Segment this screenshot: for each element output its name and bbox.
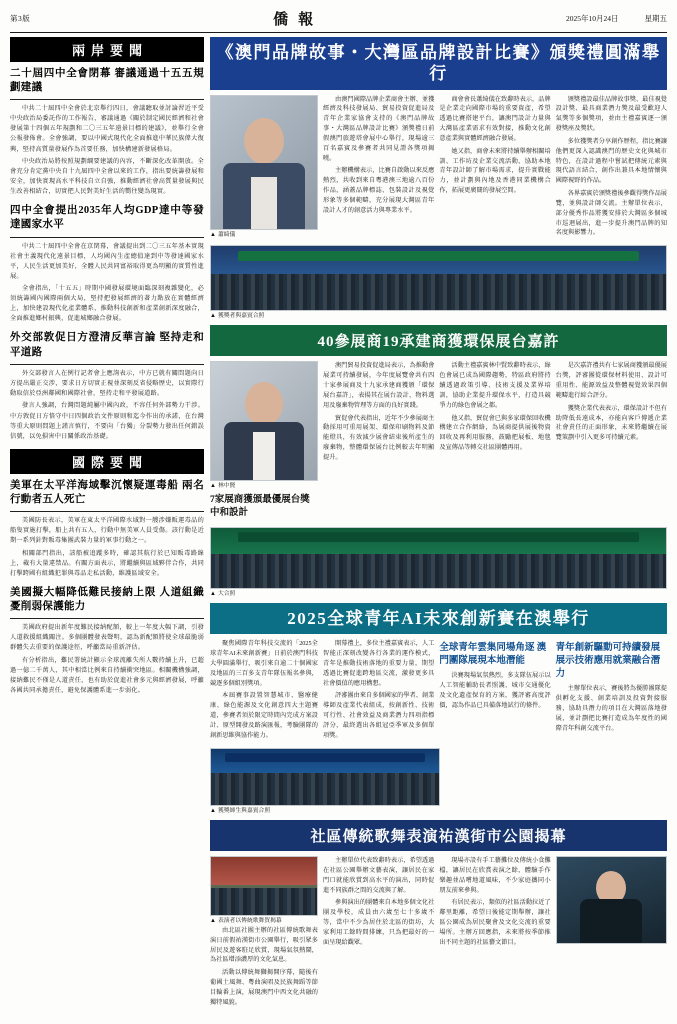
left-column xyxy=(10,37,204,1022)
paragraph: 主辦單位表示，賽後將為優勝團隊提供孵化支援、創業培訓及投資對接服務，協助具潛力的項目在大灣區落地發展，並計劃把比賽打造成為年度性的國際青年科創交流平台。 xyxy=(555,684,667,732)
article-title: 二十屆四中全會閉幕 審議通過十五五規劃建議 xyxy=(10,68,204,94)
divider xyxy=(10,618,204,619)
article-cross-strait-3 xyxy=(10,331,204,441)
paragraph: 本屆賽事設置智慧城市、醫療健康、綠色能源及文化創意四大主題賽道，參賽者須於限定時間內完成方案設計、原型開發及路演匯報，考驗團隊的創新思維與協作能力。 xyxy=(210,692,318,740)
paragraph: 有分析指出，難民署統計顯示全球流離失所人數持續上升，已超過一億二千萬人，其中相當比例來自持續衝突地區。相關機構強調，接納難民不僅是人道責任，也有助於促進社會多元與經濟發展，呼籲各國共同承擔責任，避免保護體系進一步弱化。 xyxy=(10,656,204,694)
newspaper-title: 僑報 xyxy=(273,12,324,28)
paragraph: 決賽現場氣氛熱烈，多支隊伍展示以人工智能輔助長者照護、城市交通優化及文化遺產保育的方案，獲評審高度評價，認為作品已具備落地試行的條件。 xyxy=(439,672,551,709)
article4-col-3 xyxy=(439,856,550,1010)
photo-portrait-lam xyxy=(210,361,318,481)
article-title: 美軍在太平洋海域擊沉懷疑運毒船 兩名行動者五人死亡 xyxy=(10,479,204,505)
paragraph: 頒獎禮設最佳品牌故事獎、最佳視覺設計獎、最具商業潛力獎及最受歡迎人氣獎等多個獎項，並由主禮嘉賓逐一頒發獎座及獎狀。 xyxy=(555,95,667,133)
article2-headline: 40參展商19承建商獲環保展台嘉許 xyxy=(317,334,560,351)
divider xyxy=(10,237,204,238)
article3-col-2 xyxy=(323,639,434,743)
paragraph: 有居民表示，類似的社區活動拉近了鄰里距離，希望日後能定期舉辦，讓社區公園成為居民聚會及文化交流的重要場所。主辦方回應指，未來將按季節推出不同主題的社區藝文節目。 xyxy=(439,899,551,946)
paragraph: 全會指出，「十五五」時期中國發展環境面臨深刻複雜變化，必須統籌國內國際兩個大局，堅持把發展經濟的著力點放在實體經濟上，加快建設現代化產業體系，推動科技創新和產業創新深度融合，全面推進鄉村振興，促進城鄉融合發展。 xyxy=(10,285,204,323)
article3-headline: 2025全球青年AI未來創新賽在澳舉行 xyxy=(287,609,590,629)
paragraph: 活動以傳統舞獅揭開序幕，隨後有葡國土風舞、粵曲演唱及民族舞蹈等節目輪番上演，展現澳門中西文化共融的獨特風貌。 xyxy=(210,968,318,1006)
article-title: 四中全會提出2035年人均GDP達中等發達國家水平 xyxy=(10,205,204,231)
section-header-cross-strait: 兩岸要聞 xyxy=(10,37,204,62)
photo-article4-portrait xyxy=(556,856,667,944)
article2-col-1 xyxy=(323,361,434,522)
photo-caption: ▲ 大合照 xyxy=(210,590,236,597)
caption-marker-icon: ▲ xyxy=(210,231,216,238)
paragraph: 評審團由來自多個國家的學者、創業導師及產業代表組成，按創新性、技術可行性、社會效益及商業潛力四項指標評分，最終選出各組冠亞季軍及多個單項獎。 xyxy=(323,692,435,740)
article2-headline-box xyxy=(210,325,667,356)
article3-col-3 xyxy=(439,671,550,711)
photo-article4-stage xyxy=(210,856,318,916)
masthead-meta xyxy=(566,13,667,24)
lead-col-3 xyxy=(556,95,667,241)
photo-caption: ▲ 蕭綺儀 xyxy=(210,231,236,238)
article-title: 美國擬大幅降低難民接納上限 人道組織憂削弱保護能力 xyxy=(10,586,204,612)
article-cross-strait-1 xyxy=(10,67,204,197)
article2-col-2 xyxy=(439,361,550,522)
article-title: 外交部敦促日方澄清反華言論 堅持走和平道路 xyxy=(10,332,204,358)
photo-portrait-xiao xyxy=(210,95,318,230)
article4-headline: 社區傳統歌舞表演祐漢街市公園揭幕 xyxy=(310,829,567,846)
right-column xyxy=(210,37,667,1022)
paragraph: 中共二十屆四中全會於北京舉行四日，會議聽取並討論習近平受中央政治局委託作的工作報告，審議通過《關於制定國民經濟和社會發展第十四個五年規劃和二〇三五年遠景目標的建議》，並舉行全會公報發佈會。全會強調，要以中國式現代化全面推進中華民族偉大復興，堅持高質量發展作為首要任務，加快構建新發展格局。 xyxy=(10,105,204,153)
article4-col-1 xyxy=(210,926,318,1008)
lead-headline-box xyxy=(210,37,667,90)
paragraph: 他又指，貿促會已與多家環保回收機構建立合作網絡，為展商提供展後物資回收及再利用服務，鼓勵把展板、地毯及宣傳品等轉交社區團體再用。 xyxy=(439,414,551,452)
section-header-international: 國際要聞 xyxy=(10,449,204,474)
article4-col-2 xyxy=(323,856,434,1010)
photo-article2-group xyxy=(210,527,667,589)
article-intl-2 xyxy=(10,586,204,696)
article3-headline-box xyxy=(210,603,667,634)
paragraph: 開幕禮上，多位主禮嘉賓表示，人工智能正深刻改變各行各業的運作模式，青年是推動技術落地的重要力量，期望透過比賽促進跨地區交流，激發更多具社會價值的應用構想。 xyxy=(323,640,435,688)
paragraph: 各界嘉賓於頒獎禮後參觀得獎作品展覽，並與設計師交流。主辦單位表示，部分優秀作品將獲安排於大灣區多個城市巡迴展出，進一步提升澳門品牌的知名度與影響力。 xyxy=(555,189,667,237)
paragraph: 外交部發言人在例行記者會上應詢表示，中方已就有關問題向日方提出嚴正交涉，要求日方切實正視並深刻反省侵略歷史，以實際行動取信於亞洲鄰國和國際社會，堅持走和平發展道路。 xyxy=(10,369,204,397)
photo-caption: ▲ 表演者以傳統歌舞賀揭幕 xyxy=(210,918,282,925)
article2-subhead: 7家展商獲頒最優展台獎 中和設計 xyxy=(210,494,310,518)
paragraph: 活動主禮嘉賓林中賢致辭時表示，綠色會展已成為國際趨勢，特區政府將持續透過政策引導、技術支援及業界培訓，協助企業提升環保水平，打造具競爭力的綠色會展之都。 xyxy=(439,362,551,410)
paragraph: 主辦單位代表致辭時表示，希望透過在社區公園舉辦文藝表演，讓居民在家門口就能欣賞到高水平的演出，同時促進不同族群之間的交流與了解。 xyxy=(323,857,435,894)
paragraph: 獲獎企業代表表示，環保設計不但有助降低長遠成本，亦能向客戶傳遞企業社會責任的正面形象，未來將繼續在展覽策劃中引入更多可持續元素。 xyxy=(555,404,667,442)
page-number: 第3版 xyxy=(10,14,31,23)
divider xyxy=(10,511,204,512)
paragraph: 中共二十屆四中全會在京閉幕，會議提出到二〇三五年基本實現社會主義現代化遠景目標，人均國內生產總值達到中等發達國家水平，人民生活更加美好，全體人民共同富裕取得更為明顯的實質性進展。 xyxy=(10,242,204,280)
article3-col-1 xyxy=(210,639,318,741)
article-body xyxy=(10,369,204,442)
divider xyxy=(10,364,204,365)
caption-marker-icon: ▲ xyxy=(210,590,216,597)
paragraph: 多位獲獎者分享創作歷程，指比賽讓他們更深入認識澳門的歷史文化與城市特色，在設計過程中嘗試把傳統元素與現代語言結合，創作出兼具本地情懷與國際視野的作品。 xyxy=(555,137,667,185)
paragraph: 由澳門國際品牌企業商會主辦、並獲經濟及科技發展局、貿易投資促進局及青年企業家協會支持的《澳門品牌故事・大灣區品牌設計比賽》頒獎禮日前假澳門旅遊塔會展中心舉行，現場逾三百名嘉賓及參賽者共同見證各獎項揭曉。 xyxy=(323,95,435,163)
weekday: 星期五 xyxy=(644,14,667,23)
paragraph: 貿促會代表指出，近年不少參展商主動採用可重用展架、環保印刷物料及節能燈具，有效減少展會結束後所產生的廢棄物，整體環保展台比例較去年明顯提升。 xyxy=(323,414,435,462)
lead-col-2 xyxy=(439,95,550,241)
divider xyxy=(10,99,204,100)
masthead xyxy=(10,8,667,33)
photo-caption: ▲ 獲獎師生與嘉賓合照 xyxy=(210,807,271,814)
paragraph: 發言人強調，台灣問題純屬中國內政，不容任何外部勢力干涉。中方敦促日方恪守中日四個政治文件原則和迄今作出的承諾，在台灣等重大原則問題上謹言慎行，不要向「台獨」分裂勢力發出任何錯誤信號，以免損害中日關係政治基礎。 xyxy=(10,402,204,440)
publish-date: 2025年10月24日 xyxy=(565,14,619,23)
caption-marker-icon: ▲ xyxy=(210,807,216,814)
paragraph: 聚焦國際青年科技交流的「2025全球青年AI未來創新賽」日前於澳門科技大學圓滿舉行，吸引來自逾二十個國家及地區的三百多支青年隊伍報名參與，競逐多個組別獎項。 xyxy=(210,640,318,688)
article3-subhead-2: 青年創新驅動可持續發展 展示技術應用就業融合潛力 xyxy=(555,643,661,679)
caption-marker-icon: ▲ xyxy=(210,312,216,319)
paragraph: 她又指，商會未來將持續舉辦相關培訓、工作坊及企業交流活動，協助本地青年設計師了解市場需求，提升實戰能力，並計劃與內地及香港同業機構合作，拓展更廣闊的發展空間。 xyxy=(439,147,551,195)
lead-headline: 《澳門品牌故事・大灣區品牌設計比賽》頒獎禮圓滿舉行 xyxy=(216,43,661,84)
article4-headline-box xyxy=(210,820,667,851)
paragraph: 澳門貿易投資促進局表示，為推動會展業可持續發展，今年度展覽會共有四十家參展商及十九家承建商獲頒「環保展台嘉許」，表揚其在展台設計、物料選用及廢棄物管理等方面的良好實踐。 xyxy=(323,362,435,410)
paragraph: 由北區社團主辦的社區傳統歌舞表演日前假祐漢街市公園舉行，吸引眾多居民及遊客駐足欣賞，現場氣氛熱鬧，為社區增添濃厚的文化氣息。 xyxy=(210,926,318,964)
paragraph: 相關部門指出，該船被追蹤多時，確認其航行於已知販毒路線上，載有大量違禁品。有關方面表示，將繼續與區域夥伴合作，共同打擊跨國有組織犯罪與毒品走私活動，維護區域安全。 xyxy=(10,549,204,577)
article-body xyxy=(10,242,204,325)
article-body xyxy=(10,623,204,696)
article-intl-1 xyxy=(10,479,204,579)
paragraph: 參與演出的團體來自本地多個文化社團及學校，成員由六歲至七十多歲不等，當中不少為居住於北區的街坊，大家利用工餘時間排練，只為把最好的一面呈現給觀眾。 xyxy=(323,899,435,946)
lead-col-1 xyxy=(323,95,434,241)
paragraph: 商會會長蕭綺儀在致辭時表示，品牌是企業走向國際市場的重要資產，希望透過比賽搭建平台，讓澳門設計力量與大灣區產業需求有效對接，推動文化創意產業與實體經濟融合發展。 xyxy=(439,95,551,143)
caption-marker-icon: ▲ xyxy=(210,483,216,490)
photo-article3-group xyxy=(210,748,440,806)
article3-col-4 xyxy=(556,684,667,734)
paragraph: 中央政治局將按照規劃綱要建議的內容，不斷深化改革開放。全會充分肯定黨中央自十九屆四中全會以來的工作，指出要統籌發展和安全，加快實現高水平科技自立自強，推動經濟社會高質量發展與民生改善相結合，切實把人民對美好生活的嚮往變為現實。 xyxy=(10,158,204,196)
paragraph: 主辦機構表示，比賽自啟動以來反應熱烈，共收到來自粵港澳三地逾八百份作品，涵蓋品牌標誌、包裝設計及視覺形象等多個範疇，充分展現大灣區青年設計人才的創意活力與專業水平。 xyxy=(323,167,435,215)
caption-marker-icon: ▲ xyxy=(210,918,216,925)
page-grid xyxy=(10,37,667,1022)
article-cross-strait-2 xyxy=(10,204,204,324)
photo-lead-group xyxy=(210,245,667,311)
paragraph: 是次嘉許禮共有七家展商獲頒最優展台獎，評審團從環保材料使用、設計可重用性、能源效益及整體視覺效果四個範疇進行綜合評分。 xyxy=(555,362,667,400)
article-body xyxy=(10,104,204,197)
photo-caption: ▲ 獲獎者與嘉賓合照 xyxy=(210,312,265,319)
article3-subhead: 全球青年雲集同場角逐 澳門團隊展現本地潛能 xyxy=(439,643,547,667)
paragraph: 美國政府提出新年度難民接納配額，較上一年度大幅下調，引發人道救援組織關注。多個團體發表聲明，認為新配額將使全球最脆弱群體失去重要的保護途徑，呼籲當局重新評估。 xyxy=(10,624,204,652)
photo-caption: ▲ 林中賢 xyxy=(210,483,236,490)
article-body xyxy=(10,516,204,579)
paragraph: 美國防長表示，美軍在東太平洋國際水域對一艘涉嫌販運毒品的船隻實施打擊，船上共有五人，行動中無美軍人員受傷。該行動是近期一系列針對販毒集團武裝力量的軍事行動之一。 xyxy=(10,517,204,545)
paragraph: 現場亦設有手工藝攤位及傳統小食攤檔，讓居民在欣賞表演之餘，體驗手作樂趣並品嚐地道風味，不少家庭攜同小朋友前來參與。 xyxy=(439,857,551,894)
article2-col-3 xyxy=(556,361,667,522)
